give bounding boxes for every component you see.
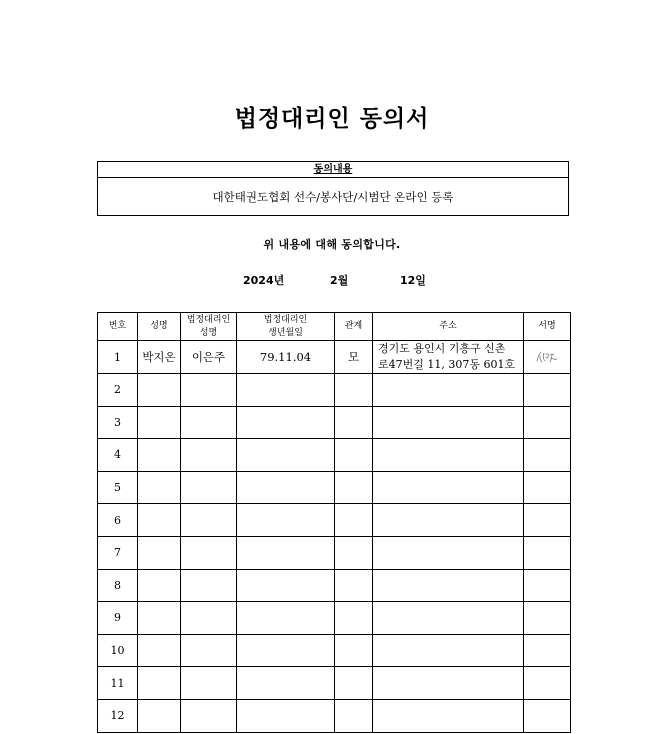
handwritten-signature [534,349,560,365]
row-name [138,504,181,537]
row-name [138,602,181,635]
row-signature [524,406,571,439]
row-signature [524,667,571,700]
row-guardian-name [181,504,237,537]
document-title: 법정대리인 동의서 [234,106,430,132]
consent-content: 대한태권도협회 선수/봉사단/시범단 온라인 등록 [212,190,454,204]
table-header-row [98,313,571,341]
table-row [98,341,571,374]
table-row [98,439,571,472]
guardian-consent-table [97,312,571,733]
consent-header-label: 동의내용 [313,164,353,175]
date-year: 2024년 [243,274,285,287]
row-guardian-birth: 79.11.04 [237,341,335,374]
row-relation [335,667,373,700]
row-name [138,569,181,602]
row-signature [524,602,571,635]
row-name [138,439,181,472]
row-guardian-birth [237,439,335,472]
row-number: 11 [98,667,138,700]
row-address-line1: 경기도 용인시 기흥구 신촌 [378,342,506,355]
row-address [373,569,524,602]
header-guardian-birth [237,313,335,341]
row-guardian-birth [237,406,335,439]
table-row [98,699,571,732]
row-address [373,634,524,667]
table-row [98,602,571,635]
row-signature [524,504,571,537]
header-guardian-name-line1: 법정대리인 [186,314,231,325]
row-name [138,471,181,504]
header-name: 성명 [138,313,181,341]
row-relation [335,699,373,732]
row-guardian-birth [237,602,335,635]
row-relation [335,602,373,635]
row-number: 1 [98,341,138,374]
row-name [138,699,181,732]
row-name [138,406,181,439]
row-guardian-name [181,439,237,472]
row-number: 2 [98,374,138,407]
table-row [98,374,571,407]
row-guardian-birth [237,471,335,504]
table-row [98,406,571,439]
row-guardian-birth [237,634,335,667]
row-guardian-name [181,602,237,635]
row-number: 5 [98,471,138,504]
row-signature [524,634,571,667]
row-guardian-name: 이은주 [181,341,237,374]
row-relation [335,634,373,667]
row-number: 8 [98,569,138,602]
row-number: 12 [98,699,138,732]
date-day: 12일 [400,274,426,287]
row-name [138,634,181,667]
consent-header [98,162,568,178]
row-address [373,374,524,407]
header-guardian-birth-line2: 생년월일 [268,327,303,338]
row-address [373,504,524,537]
row-relation [335,439,373,472]
row-guardian-birth [237,667,335,700]
header-relation: 관계 [335,313,373,341]
row-signature [524,471,571,504]
row-number: 9 [98,602,138,635]
row-guardian-birth [237,374,335,407]
row-guardian-name [181,634,237,667]
row-relation: 모 [335,341,373,374]
header-signature: 서명 [524,313,571,341]
row-relation [335,504,373,537]
row-relation [335,471,373,504]
row-number: 6 [98,504,138,537]
row-relation [335,536,373,569]
consent-box [97,161,569,216]
row-guardian-name [181,406,237,439]
row-guardian-birth [237,536,335,569]
row-guardian-birth [237,569,335,602]
table-row [98,471,571,504]
header-number: 번호 [98,313,138,341]
row-address [373,406,524,439]
row-guardian-name [181,569,237,602]
row-guardian-name [181,667,237,700]
header-guardian-name-line2: 성명 [199,327,218,338]
table-row [98,504,571,537]
row-guardian-name [181,699,237,732]
table-row [98,634,571,667]
table-row [98,536,571,569]
row-guardian-name [181,471,237,504]
row-guardian-birth [237,699,335,732]
row-address [373,536,524,569]
row-address [373,341,524,374]
row-signature [524,374,571,407]
header-guardian-birth-line1: 법정대리인 [263,314,308,325]
row-name [138,667,181,700]
row-number: 10 [98,634,138,667]
row-address [373,471,524,504]
row-name [138,374,181,407]
date-month: 2월 [330,274,349,287]
row-address [373,699,524,732]
row-name: 박지온 [138,341,181,374]
header-guardian-name [181,313,237,341]
row-relation [335,374,373,407]
row-address [373,667,524,700]
row-signature [524,699,571,732]
row-relation [335,569,373,602]
row-address [373,439,524,472]
row-signature [524,439,571,472]
row-number: 3 [98,406,138,439]
row-signature [524,569,571,602]
row-number: 7 [98,536,138,569]
row-address [373,602,524,635]
row-signature [524,536,571,569]
row-name [138,536,181,569]
row-address-line2: 로47번길 11, 307동 601호 [378,358,516,371]
row-signature [524,341,571,374]
table-row [98,569,571,602]
header-address: 주소 [373,313,524,341]
row-number: 4 [98,439,138,472]
row-guardian-name [181,374,237,407]
agreement-statement: 위 내용에 대해 동의합니다. [263,238,401,251]
row-relation [335,406,373,439]
row-guardian-birth [237,504,335,537]
table-row [98,667,571,700]
row-guardian-name [181,536,237,569]
